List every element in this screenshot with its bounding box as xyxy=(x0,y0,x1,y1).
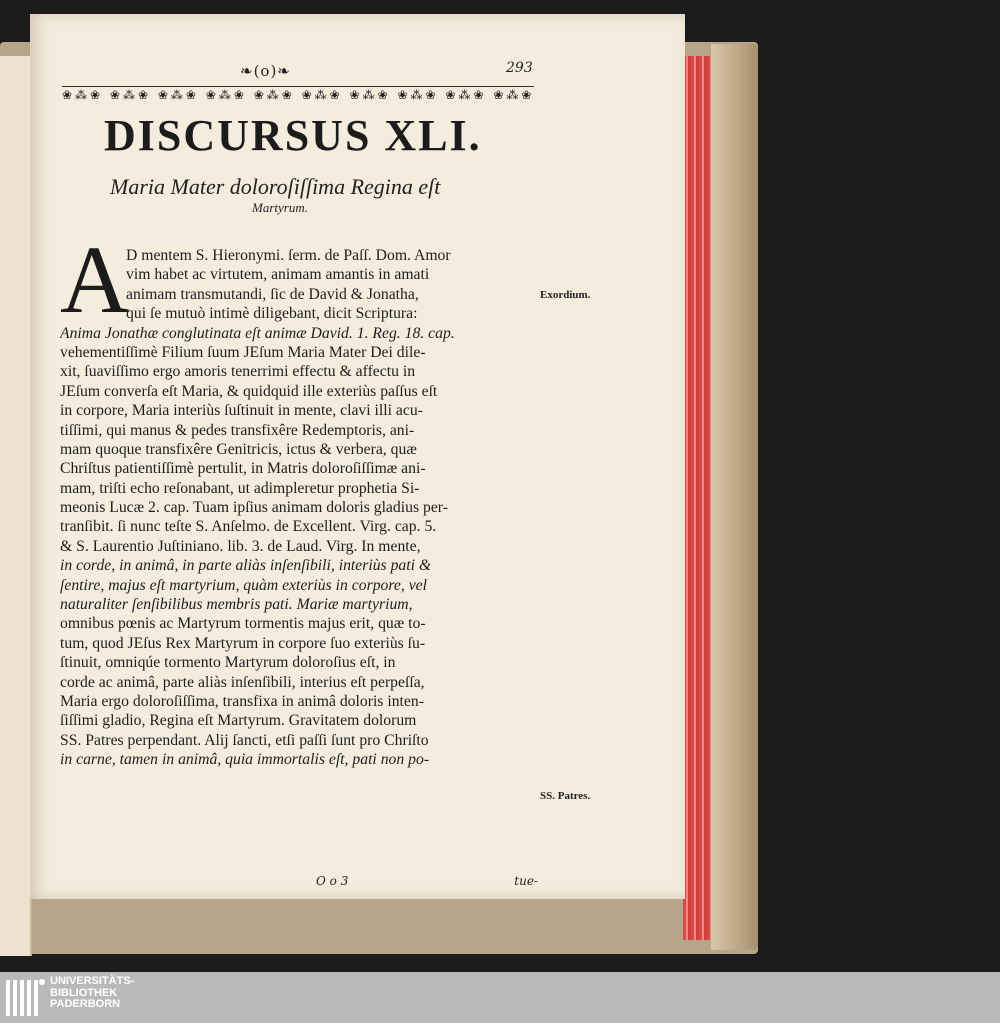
library-name: UNIVERSITÄTS- BIBLIOTHEK PADERBORN xyxy=(50,975,135,1010)
library-logo-icon xyxy=(4,976,46,1020)
page-number: 293 xyxy=(506,60,533,76)
text-line: vim habet ac virtutem, animam amantis in amati xyxy=(126,266,430,284)
page-footer xyxy=(60,874,538,888)
text-line: vehementiſſimè Filium ſuum JEſum Maria Mater Dei dile- xyxy=(60,343,426,361)
text-line: JEſum converſa eſt Maria, & quidquid ille exteriùs paſſus eſt xyxy=(60,382,438,400)
left-page-edge xyxy=(0,56,32,956)
text-line: qui ſe mutuò intimè diligebant, dicit Scriptura: xyxy=(126,305,418,323)
body-text xyxy=(60,246,538,770)
text-line: naturaliter ſenſibilibus membris pati. Mariæ martyrium, xyxy=(60,596,413,614)
text-line: SS. Patres perpendant. Alij ſancti, etſi paſſi ſunt pro Chriſto xyxy=(60,731,429,749)
text-line: in carne, tamen in animâ, quia immortalis eſt, pati non po- xyxy=(60,751,430,769)
drop-cap: A xyxy=(60,226,130,333)
text-line: omnibus pœnis ac Martyrum tormentis majus erit, quæ to- xyxy=(60,615,426,633)
text-line: ſiſſimi gladio, Regina eſt Martyrum. Gravitatem dolorum xyxy=(60,712,417,730)
page-header-ornament: ❧(o)❧ xyxy=(240,62,291,80)
text-line: ſtinuit, omniqúe tormento Martyrum doloroſius eſt, in xyxy=(60,654,396,672)
text-line: Chriſtus patientiſſimè pertulit, in Matris doloroſiſſimæ ani- xyxy=(60,460,426,478)
signature-mark: O o 3 xyxy=(316,874,349,888)
text-line: mam quoque transfixêre Genitricis, ictus & verbera, quæ xyxy=(60,440,417,458)
text-line: animam transmutandi, ſic de David & Jonatha, xyxy=(126,285,419,303)
text-line: Anima Jonathæ conglutinata eſt animæ David. 1. Reg. 18. cap. xyxy=(60,324,455,342)
margin-note-exordium: Exordium. xyxy=(540,289,591,301)
text-line: tranſibit. ſi nunc teſte S. Anſelmo. de Excellent. Virg. cap. 5. xyxy=(60,518,437,536)
text-line: xit, ſuaviſſimo ergo amoris tenerrimi effectu & affectu in xyxy=(60,363,416,381)
text-line: ſentire, majus eſt martyrium, quàm exteriùs in corpore, vel xyxy=(60,576,427,594)
text-line: in corpore, Maria interiùs ſuſtinuit in mente, clavi illi acu- xyxy=(60,402,423,420)
text-line: Maria ergo doloroſiſſima, transfixa in animâ doloris inten- xyxy=(60,692,424,710)
page-title: DISCURSUS XLI. xyxy=(104,111,482,160)
text-line: tiſſimi, qui manus & pedes transfixêre Redemptoris, ani- xyxy=(60,421,415,439)
ornament-rule: ❀⁂❀ ❀⁂❀ ❀⁂❀ ❀⁂❀ ❀⁂❀ ❀⁂❀ ❀⁂❀ ❀⁂❀ ❀⁂❀ ❀⁂❀ xyxy=(62,88,534,102)
text-line: & S. Laurentio Juſtiniano. lib. 3. de Laud. Virg. In mente, xyxy=(60,537,421,555)
text-line: in corde, in animâ, in parte aliàs inſenſibili, interiùs pati & xyxy=(60,557,432,575)
margin-note-patres: SS. Patres. xyxy=(540,790,591,802)
text-line: mam, triſti echo reſonabant, ut adimpleretur prophetia Si- xyxy=(60,479,420,497)
catchword: tue- xyxy=(514,874,538,888)
red-page-edges xyxy=(683,56,711,940)
subtitle: Maria Mater doloroſiſſima Regina eſt xyxy=(110,174,441,199)
text-line: meonis Lucæ 2. cap. Tuam ipſius animam doloris gladius per- xyxy=(60,499,448,517)
subtitle-continuation: Martyrum. xyxy=(252,200,308,215)
text-line: D mentem S. Hieronymi. ſerm. de Paſſ. Dom. Amor xyxy=(126,247,451,264)
library-footer-bar xyxy=(0,972,1000,1023)
text-line: corde ac animâ, parte aliàs inſenſibili, interius eſt perpeſſa, xyxy=(60,673,425,691)
cover-edge xyxy=(711,44,758,950)
text-line: tum, quod JEſus Rex Martyrum in corpore ſuo exteriùs ſu- xyxy=(60,634,426,652)
